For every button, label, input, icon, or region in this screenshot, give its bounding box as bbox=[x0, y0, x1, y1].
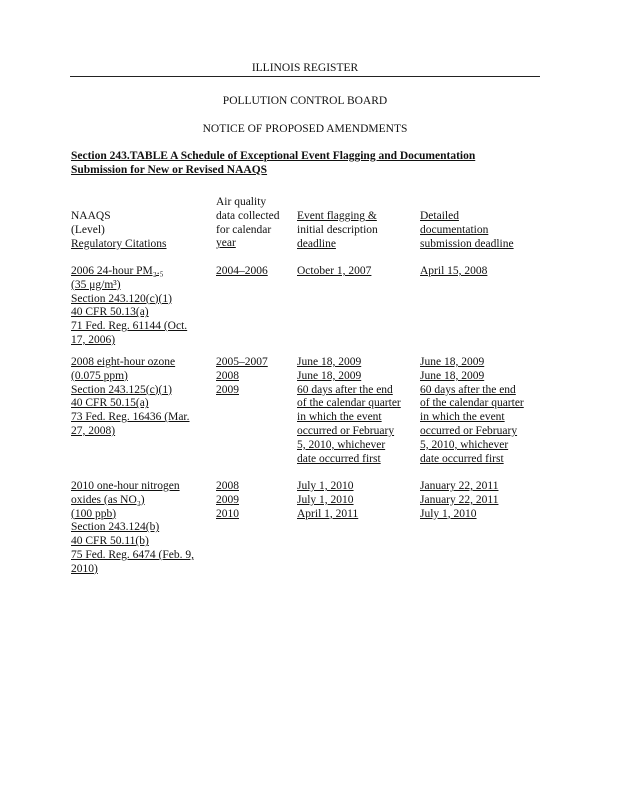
row-no2-documentation bbox=[420, 480, 560, 521]
cell-line: 40 CFR 50.11(b) bbox=[71, 535, 149, 548]
row-ozone-naaqs bbox=[71, 356, 211, 439]
cell-line: occurred or February bbox=[297, 424, 395, 437]
cell-line: in which the event bbox=[420, 411, 505, 424]
cell-line: 2010) bbox=[71, 562, 98, 575]
cell-line: 71 Fed. Reg. 61144 (Oct. bbox=[71, 320, 188, 333]
cell-line: date occurred first bbox=[297, 452, 381, 465]
header-naaqs bbox=[71, 210, 211, 251]
header-documentation-deadline bbox=[420, 210, 560, 251]
cell-line: of the calendar quarter bbox=[420, 397, 524, 410]
row-no2-naaqs bbox=[71, 480, 211, 577]
notice-title: NOTICE OF PROPOSED AMENDMENTS bbox=[202, 123, 408, 135]
cell-line: Section 243.124(b) bbox=[71, 521, 160, 534]
row-pm25-years bbox=[216, 265, 294, 279]
header-line: NAAQS bbox=[71, 210, 111, 222]
cell-line: July 1, 2010 bbox=[420, 507, 477, 520]
cell-line: 40 CFR 50.15(a) bbox=[71, 397, 149, 410]
cell-line: (0.075 ppm) bbox=[71, 369, 128, 382]
cell-line: 2010 bbox=[216, 507, 239, 520]
cell-line: occurred or February bbox=[420, 424, 518, 437]
cell-line: Section 243.120(c)(1) bbox=[71, 292, 172, 305]
cell-line: 2008 bbox=[216, 480, 239, 492]
cell-line: June 18, 2009 bbox=[420, 356, 485, 368]
cell-line: 60 days after the end bbox=[297, 383, 393, 396]
header-line: initial description bbox=[297, 223, 378, 236]
section-title bbox=[71, 150, 475, 178]
header-line: documentation bbox=[420, 223, 489, 236]
cell-line: June 18, 2009 bbox=[420, 369, 485, 382]
cell-line: 2005–2007 bbox=[216, 356, 268, 368]
header-rule bbox=[70, 76, 540, 77]
cell-line: 2008 eight-hour ozone bbox=[71, 356, 176, 368]
header-line: submission deadline bbox=[420, 237, 514, 250]
cell-line: 2008 bbox=[216, 369, 239, 382]
register-title: ILLINOIS REGISTER bbox=[251, 62, 359, 74]
header-line: for calendar bbox=[216, 223, 272, 236]
header-line: Event flagging & bbox=[297, 210, 377, 222]
header-flagging-deadline bbox=[297, 210, 419, 251]
cell-line: January 22, 2011 bbox=[420, 493, 499, 506]
section-title-line2: Submission for New or Revised NAAQS bbox=[71, 163, 268, 176]
cell-line: April 15, 2008 bbox=[420, 265, 488, 277]
cell-line: 2009 bbox=[216, 493, 239, 506]
row-pm25-documentation bbox=[420, 265, 560, 279]
cell-line: 40 CFR 50.13(a) bbox=[71, 306, 149, 319]
cell-line: 2009 bbox=[216, 383, 239, 396]
cell-line: oxides (as NO₂) bbox=[71, 493, 145, 506]
row-pm25-flagging bbox=[297, 265, 419, 279]
cell-line: date occurred first bbox=[420, 452, 504, 465]
header-line: Air quality bbox=[216, 196, 267, 208]
cell-line: October 1, 2007 bbox=[297, 265, 372, 277]
header-line: Detailed bbox=[420, 210, 459, 222]
cell-line: June 18, 2009 bbox=[297, 369, 362, 382]
cell-line: (100 ppb) bbox=[71, 507, 117, 520]
cell-line: January 22, 2011 bbox=[420, 480, 499, 492]
cell-line: 2004–2006 bbox=[216, 265, 268, 277]
cell-line: 2010 one-hour nitrogen bbox=[71, 480, 180, 492]
cell-line: 75 Fed. Reg. 6474 (Feb. 9, bbox=[71, 548, 194, 561]
cell-line: 60 days after the end bbox=[420, 383, 516, 396]
cell-line: Section 243.125(c)(1) bbox=[71, 383, 172, 396]
cell-line: June 18, 2009 bbox=[297, 356, 362, 368]
row-no2-flagging bbox=[297, 480, 419, 521]
cell-line: in which the event bbox=[297, 411, 382, 424]
cell-line: 2006 24-hour PM₂.₅ bbox=[71, 265, 164, 277]
row-pm25-naaqs bbox=[71, 265, 211, 348]
section-title-line1: Section 243.TABLE A Schedule of Exceptional Event Flagging and Documentation bbox=[71, 150, 476, 162]
row-no2-years bbox=[216, 480, 294, 521]
cell-line: July 1, 2010 bbox=[297, 480, 354, 492]
cell-line: 5, 2010, whichever bbox=[297, 438, 386, 451]
header-line: (Level) bbox=[71, 223, 105, 236]
board-name: POLLUTION CONTROL BOARD bbox=[222, 95, 388, 107]
header-line: year bbox=[216, 237, 236, 250]
cell-line: 5, 2010, whichever bbox=[420, 438, 509, 451]
cell-line: (35 μg/m³) bbox=[71, 278, 121, 291]
header-line: deadline bbox=[297, 237, 336, 250]
row-ozone-documentation bbox=[420, 356, 560, 466]
cell-line: April 1, 2011 bbox=[297, 507, 359, 520]
cell-line: 27, 2008) bbox=[71, 424, 116, 437]
header-line: Regulatory Citations bbox=[71, 237, 167, 250]
cell-line: July 1, 2010 bbox=[297, 493, 354, 506]
header-data-year bbox=[216, 196, 294, 251]
cell-line: 17, 2006) bbox=[71, 333, 116, 346]
row-ozone-years bbox=[216, 356, 294, 397]
row-ozone-flagging bbox=[297, 356, 419, 466]
cell-line: of the calendar quarter bbox=[297, 397, 401, 410]
header-line: data collected bbox=[216, 209, 280, 222]
cell-line: 73 Fed. Reg. 16436 (Mar. bbox=[71, 411, 190, 424]
